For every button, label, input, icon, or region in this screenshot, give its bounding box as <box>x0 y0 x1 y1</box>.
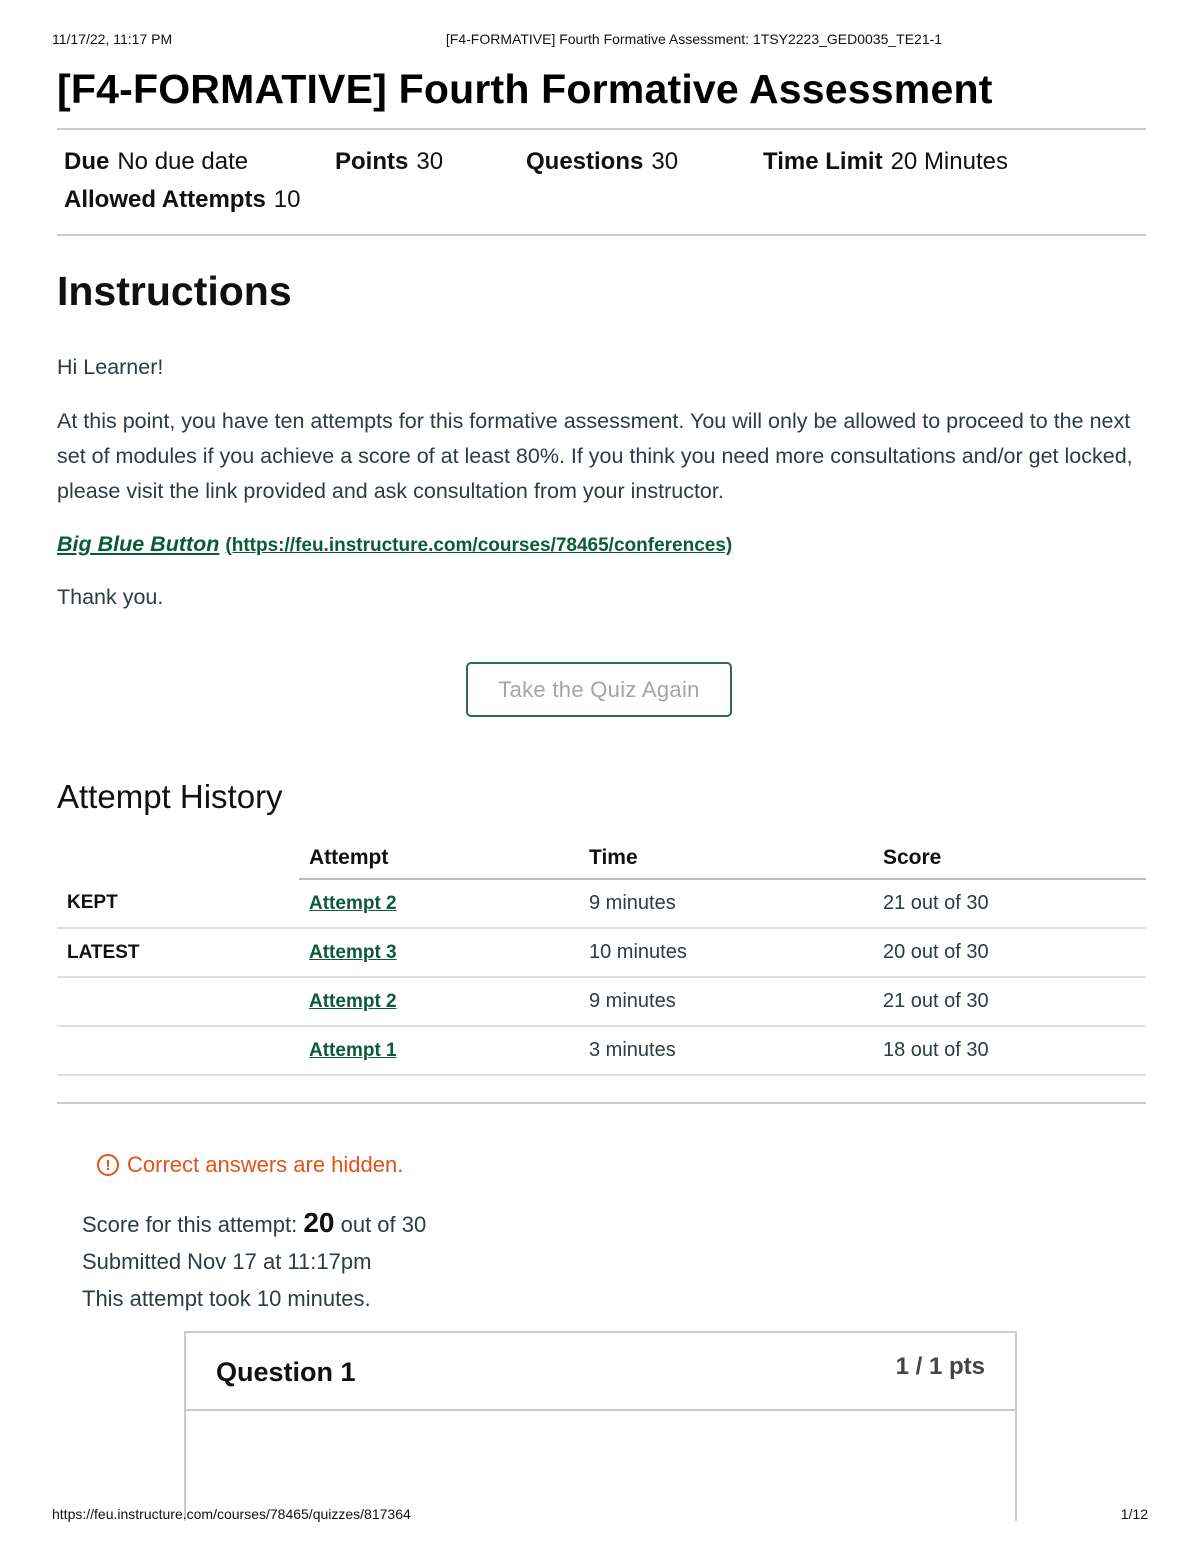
question-points: 1 / 1 pts <box>895 1353 985 1380</box>
detail-points: Points 30 <box>335 148 444 175</box>
answers-hidden-notice <box>97 1152 403 1178</box>
column-header-score: Score <box>873 838 1146 879</box>
attempt-score: 20 out of 30 <box>873 928 1146 977</box>
attempt-score: 21 out of 30 <box>873 977 1146 1026</box>
submitted-time: Submitted Nov 17 at 11:17pm <box>82 1249 372 1274</box>
divider <box>57 234 1146 236</box>
big-blue-button-link[interactable]: Big Blue Button <box>57 532 220 556</box>
attempt-tag: LATEST <box>57 928 299 977</box>
instructions-body: At this point, you have ten attempts for this formative assessment. You will only be allowed to proceed to the next set of modules if you achieve a score of at least 80%. If you think you need more consultations and/or get locked, please visit the link provided and ask consultation from your instructor. <box>57 409 1133 503</box>
attempt-cell <box>299 977 579 1026</box>
attempt-tag <box>57 1026 299 1075</box>
table-row <box>57 977 1146 1026</box>
attempt-link[interactable]: Attempt 2 <box>309 991 397 1012</box>
instructions-heading: Instructions <box>57 268 292 314</box>
score-value: 20 <box>303 1207 335 1238</box>
attempt-score-summary <box>82 1204 426 1317</box>
score-line: Score for this attempt: 20 out of 30 <box>82 1207 427 1238</box>
attempt-history-heading: Attempt History <box>57 778 283 815</box>
question-title: Question 1 <box>216 1357 356 1387</box>
attempt-link[interactable]: Attempt 3 <box>309 942 397 963</box>
warning-circle-icon: ! <box>97 1154 119 1176</box>
print-header <box>52 31 1148 49</box>
attempt-tag: KEPT <box>57 879 299 928</box>
attempt-cell <box>299 879 579 928</box>
detail-allowed-attempts: Allowed Attempts 10 <box>64 186 301 213</box>
table-row <box>57 1026 1146 1075</box>
page-title: [F4-FORMATIVE] Fourth Formative Assessment <box>57 66 993 112</box>
question-header <box>186 1333 1015 1411</box>
attempt-time: 9 minutes <box>579 977 873 1026</box>
print-date: 11/17/22, 11:17 PM <box>52 31 173 47</box>
attempt-link[interactable]: Attempt 2 <box>309 893 397 914</box>
take-quiz-again-button[interactable]: Take the Quiz Again <box>466 662 732 717</box>
attempt-link[interactable]: Attempt 1 <box>309 1040 397 1061</box>
attempt-score: 18 out of 30 <box>873 1026 1146 1075</box>
attempt-history-table <box>57 838 1146 1076</box>
column-header-time: Time <box>579 838 873 879</box>
print-page-number: 1/12 <box>1120 1506 1148 1522</box>
table-header-row <box>57 838 1146 879</box>
divider <box>57 1102 1146 1104</box>
print-footer <box>52 1506 1148 1524</box>
conference-link-paragraph <box>57 527 1147 563</box>
table-row <box>57 928 1146 977</box>
detail-due: Due No due date <box>64 148 249 175</box>
table-row <box>57 879 1146 928</box>
attempt-time: 10 minutes <box>579 928 873 977</box>
instructions-greeting: Hi Learner! <box>57 355 164 379</box>
instructions-closing: Thank you. <box>57 585 164 609</box>
conference-url-link[interactable]: (https://feu.instructure.com/courses/78465/conferences) <box>225 535 733 556</box>
column-header-tag <box>57 838 299 879</box>
attempt-time: 3 minutes <box>579 1026 873 1075</box>
attempt-duration: This attempt took 10 minutes. <box>82 1286 371 1311</box>
column-header-attempt: Attempt <box>299 838 579 879</box>
attempt-cell <box>299 1026 579 1075</box>
question-card <box>184 1331 1017 1521</box>
attempt-cell <box>299 928 579 977</box>
print-page-title: [F4-FORMATIVE] Fourth Formative Assessment: 1TSY2223_GED0035_TE21-1 <box>445 31 943 47</box>
detail-questions: Questions 30 <box>526 148 679 175</box>
attempt-time: 9 minutes <box>579 879 873 928</box>
attempt-tag <box>57 977 299 1026</box>
notice-text: Correct answers are hidden. <box>127 1152 404 1177</box>
detail-time-limit: Time Limit 20 Minutes <box>763 148 1008 175</box>
print-url: https://feu.instructure.com/courses/78465/quizzes/817364 <box>52 1506 411 1522</box>
divider <box>57 128 1146 130</box>
attempt-score: 21 out of 30 <box>873 879 1146 928</box>
